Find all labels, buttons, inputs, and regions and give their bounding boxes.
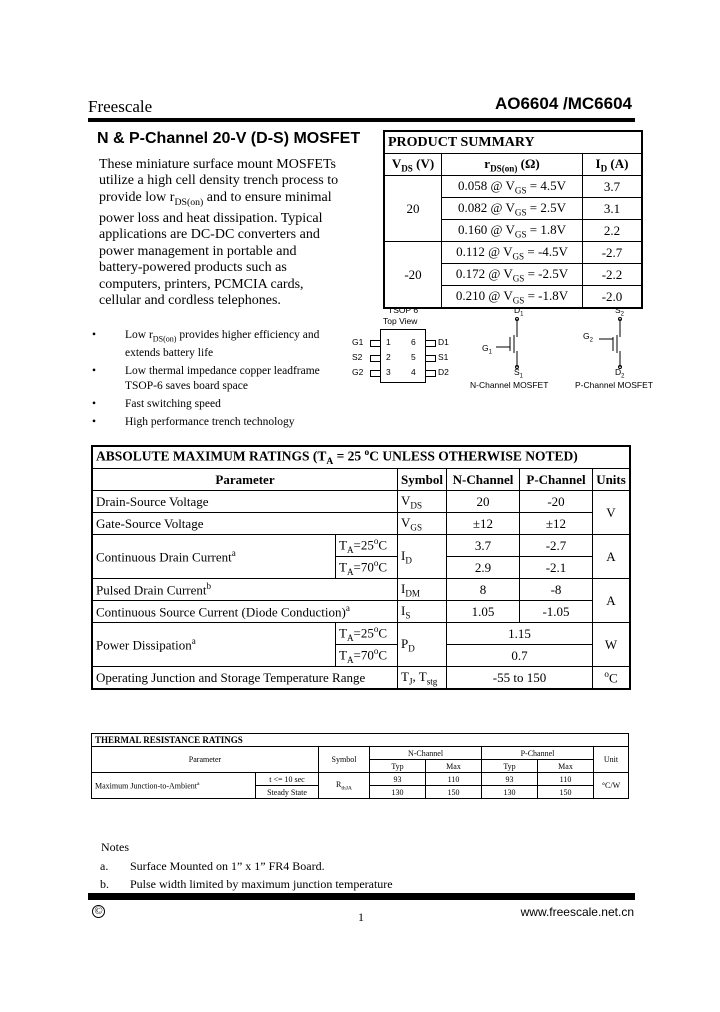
- col-symbol: Symbol: [398, 469, 447, 491]
- col-vds: $V_{DS}$ (V): [384, 154, 442, 176]
- footer-rule: [88, 893, 635, 900]
- notes-title: Notes: [101, 840, 129, 854]
- product-summary-table: [383, 130, 643, 309]
- table-row: Continuous Drain Current$^a$ $T_A=25^oC$ $I_D$ 3.7 -2.7 A: [92, 535, 630, 557]
- intro-line: power management in portable and: [99, 243, 297, 259]
- pin-lead: [425, 340, 436, 347]
- intro-line: These miniature surface mount MOSFETs: [99, 157, 336, 172]
- pin-lead: [370, 355, 381, 362]
- part-numbers: AO6604 /MC6604: [494, 94, 632, 113]
- table-row: Steady State 130 150 130 150: [92, 786, 629, 799]
- pin-lead: [370, 340, 381, 347]
- p-channel-label: P-Channel MOSFET: [575, 380, 653, 390]
- pin-label: G1: [352, 337, 364, 347]
- col-id: $I_D$ (A): [583, 154, 643, 176]
- page-number: 1: [358, 910, 364, 924]
- col-p-channel: P-Channel: [520, 469, 593, 491]
- thermal-resistance-table: THERMAL RESISTANCE RATINGS Parameter Symbol N-Channel P-Channel Unit Typ Max Typ Max Maximum Junction-to-Ambient$^a$ t <= 10 sec $R_{thJA}$ 93 110 93 110 °C/W Steady State 130 150 130 150: [91, 733, 629, 799]
- page-title: N & P-Channel 20-V (D-S) MOSFET: [97, 130, 361, 147]
- table-row: Operating Junction and Storage Temperature Range $T_J$, $T_{stg}$ -55 to 150 $^o$C: [92, 667, 630, 690]
- pin-number: 4: [411, 367, 416, 377]
- table-row: 0.160 @ $V_{GS} = 1.8V$ 2.2: [384, 220, 642, 242]
- table-row: $T_A=70^oC$ 0.7: [92, 645, 630, 667]
- table-row: 0.082 @ $V_{GS} = 2.5V$ 3.1: [384, 198, 642, 220]
- table-row: 0.210 @ $V_{GS} = -1.8V$ -2.0: [384, 286, 642, 309]
- pin-lead: [370, 370, 381, 377]
- package-name: TSOP 6: [388, 305, 419, 315]
- header-rule: [88, 118, 635, 122]
- package-diagram: [350, 305, 460, 385]
- p-mosfet-symbol: [593, 317, 643, 369]
- table-row: Drain-Source Voltage $V_{DS}$ 20 -20 V: [92, 491, 630, 513]
- table-row: 0.172 @ $V_{GS} = -2.5V$ -2.2: [384, 264, 642, 286]
- abs-max-title: ABSOLUTE MAXIMUM RATINGS ($T_A = 25$ $^o$C UNLESS OTHERWISE NOTED): [92, 446, 630, 469]
- intro-line: cellular and cordless telephones.: [99, 293, 281, 309]
- col-parameter: Parameter: [92, 469, 398, 491]
- col-units: Units: [593, 469, 631, 491]
- note-text: Pulse width limited by maximum junction temperature: [130, 877, 393, 891]
- footer-url[interactable]: www.freescale.net.cn: [520, 905, 634, 919]
- table-row: Maximum Junction-to-Ambient$^a$ t <= 10 sec $R_{thJA}$ 93 110 93 110 °C/W: [92, 773, 629, 786]
- brand: Freescale: [88, 97, 153, 116]
- col-rds: $r_{DS(on)}$ (Ω): [442, 154, 583, 176]
- n-mosfet-symbol: [490, 317, 540, 369]
- list-item: • Low thermal impedance copper leadframe TSOP-6 saves board space: [92, 365, 320, 393]
- pin-label: S1: [438, 352, 449, 362]
- thermal-title: THERMAL RESISTANCE RATINGS: [92, 734, 629, 747]
- pin-label: G2: [352, 367, 364, 377]
- intro-line: provide low $r_{DS(on)}$ and to ensure minimal: [99, 189, 332, 208]
- pin-label: S2: [352, 352, 363, 362]
- intro-line: battery-powered products such as: [99, 260, 287, 276]
- list-item: • High performance trench technology: [92, 416, 295, 429]
- p-channel-schematic: $S_2$ $G_2$ $D_2$ P-Channel MOSFET: [575, 305, 653, 390]
- pin-number: 5: [411, 352, 416, 362]
- pin-label: D1: [438, 337, 449, 347]
- abs-max-ratings-table: [91, 445, 631, 690]
- intro-line: applications are DC-DC converters and: [99, 227, 320, 243]
- footer-mark: ©: [92, 905, 105, 918]
- th-unit: Unit: [594, 747, 629, 773]
- feature-list: [92, 328, 342, 430]
- pin-number: 1: [386, 337, 391, 347]
- intro-paragraph: [99, 157, 381, 309]
- n-channel-schematic: $D_1$ $G_1$ $S_1$ N-Channel MOSFET: [470, 305, 549, 390]
- pin-lead: [425, 355, 436, 362]
- product-summary-title: PRODUCT SUMMARY: [384, 131, 642, 154]
- pin-number: 6: [411, 337, 416, 347]
- table-row: Continuous Source Current (Diode Conduction)$^a$ $I_S$ 1.05 -1.05: [92, 601, 630, 623]
- table-row: Gate-Source Voltage $V_{GS}$ ±12 ±12: [92, 513, 630, 535]
- table-row: $T_A=70^oC$ 2.9 -2.1: [92, 557, 630, 579]
- th-n-channel: N-Channel: [370, 747, 482, 760]
- intro-line: power loss and heat dissipation. Typical: [99, 211, 323, 227]
- th-parameter: Parameter: [92, 747, 319, 773]
- col-n-channel: N-Channel: [447, 469, 520, 491]
- note-key: b.: [100, 877, 109, 891]
- pin-lead: [425, 370, 436, 377]
- pin-number: 3: [386, 367, 391, 377]
- note-text: Surface Mounted on 1” x 1” FR4 Board.: [130, 859, 325, 873]
- table-row: Power Dissipation$^a$ $T_A=25^oC$ $P_D$ 1.15 W: [92, 623, 630, 645]
- n-channel-label: N-Channel MOSFET: [470, 380, 549, 390]
- table-row: 20 0.058 @ $V_{GS} = 4.5V$ 3.7: [384, 176, 642, 198]
- table-row: Pulsed Drain Current$^b$ $I_{DM}$ 8 -8 A: [92, 579, 630, 601]
- list-item: • Low $r_{DS(on)}$ provides higher efficiency and extends battery life: [92, 329, 320, 360]
- note-key: a.: [100, 859, 109, 873]
- pin-label: D2: [438, 367, 449, 377]
- th-p-channel: P-Channel: [482, 747, 594, 760]
- intro-line: utilize a high cell density trench process to: [99, 173, 339, 189]
- pin-number: 2: [386, 352, 391, 362]
- intro-line: computers, printers, PCMCIA cards,: [99, 276, 304, 292]
- package-view: Top View: [383, 316, 418, 326]
- table-row: -20 0.112 @ $V_{GS} = -4.5V$ -2.7: [384, 242, 642, 264]
- list-item: • Fast switching speed: [92, 398, 221, 411]
- th-symbol: Symbol: [319, 747, 370, 773]
